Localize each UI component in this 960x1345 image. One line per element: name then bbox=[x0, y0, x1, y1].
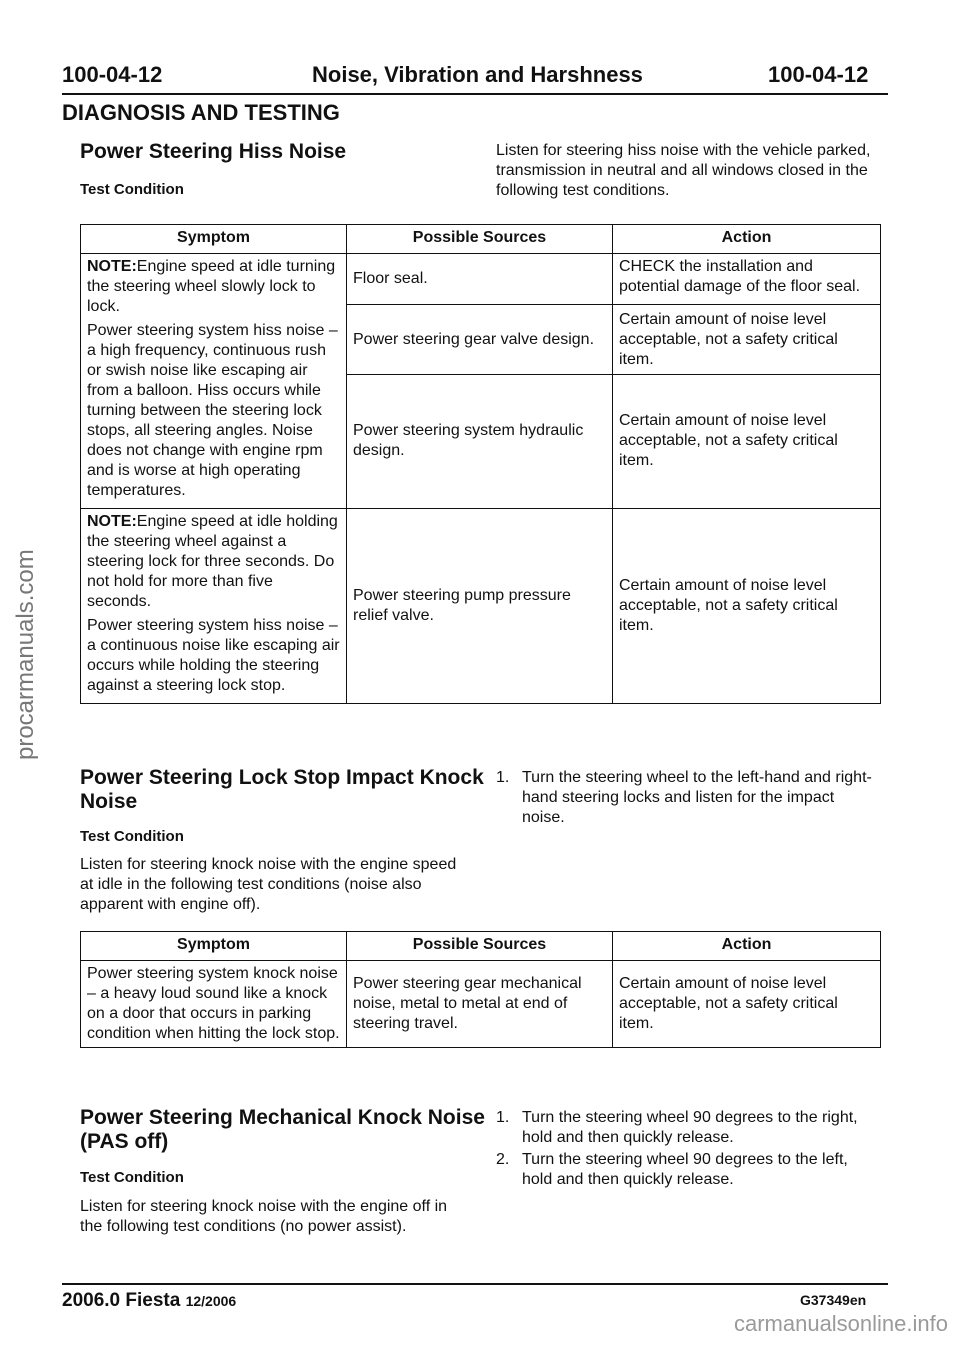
col-possible-sources: Possible Sources bbox=[347, 932, 613, 961]
symptom-text: Power steering system hiss noise – a high frequency, continuous rush or swish noise like escaping air from a balloon. Hiss occurs while turning between the steering lock stops, all steering angles. Noise does not change with engine rpm and is worse at high operating temperatures. bbox=[87, 322, 338, 499]
action-cell: Certain amount of noise level acceptable, not a safety critical item. bbox=[613, 305, 881, 375]
page-title: Noise, Vibration and Harshness bbox=[312, 62, 643, 87]
mechanical-title bbox=[80, 1106, 485, 1154]
action-cell: Certain amount of noise level acceptable, not a safety critical item. bbox=[613, 961, 881, 1048]
mechanical-intro: Listen for steering knock noise with the engine off in the following test conditions (no power assist). bbox=[80, 1198, 448, 1235]
table-header-row bbox=[81, 932, 881, 961]
symptom-cell: Power steering system knock noise – a heavy loud sound like a knock on a door that occurs in parking condition when hitting the lock stop. bbox=[81, 961, 347, 1048]
mechanical-title-line2: (PAS off) bbox=[80, 1130, 169, 1153]
note-text: Engine speed at idle holding the steering wheel against a steering lock for three seconds. Do not hold for more than five seconds. bbox=[87, 513, 338, 610]
col-action: Action bbox=[613, 225, 881, 254]
table-row bbox=[81, 509, 881, 704]
side-watermark bbox=[0, 0, 40, 1345]
page-code-left: 100-04-12 bbox=[62, 62, 163, 87]
step-number: 1. bbox=[496, 1109, 510, 1126]
source-cell: Power steering system hydraulic design. bbox=[347, 374, 613, 508]
footer-model bbox=[62, 1290, 236, 1312]
mechanical-steps bbox=[496, 1108, 876, 1192]
hiss-test-condition: Test Condition bbox=[80, 181, 184, 198]
step-number: 2. bbox=[496, 1151, 510, 1168]
symptom-cell bbox=[81, 254, 347, 509]
mechanical-title-line1: Power Steering Mechanical Knock Noise bbox=[80, 1106, 485, 1129]
header-rule bbox=[62, 93, 888, 95]
step-text: Turn the steering wheel to the left-hand and right-hand steering locks and listen for the impact noise. bbox=[522, 769, 872, 826]
table-row bbox=[81, 254, 881, 305]
lock-stop-title bbox=[80, 766, 484, 814]
lock-stop-intro: Listen for steering knock noise with the engine speed at idle in the following test conditions (noise also apparent with engine off). bbox=[80, 856, 457, 913]
list-item bbox=[496, 1108, 876, 1148]
col-symptom: Symptom bbox=[81, 225, 347, 254]
table-header-row bbox=[81, 225, 881, 254]
footer-rule bbox=[62, 1283, 888, 1285]
action-cell: CHECK the installation and potential damage of the floor seal. bbox=[613, 254, 881, 305]
footer-watermark: carmanualsonline.info bbox=[733, 1311, 948, 1336]
col-symptom: Symptom bbox=[81, 932, 347, 961]
lock-stop-test-condition: Test Condition bbox=[80, 828, 184, 845]
hiss-title: Power Steering Hiss Noise bbox=[80, 140, 347, 163]
source-cell: Power steering gear valve design. bbox=[347, 305, 613, 375]
step-text: Turn the steering wheel 90 degrees to the left, hold and then quickly release. bbox=[522, 1151, 848, 1188]
list-item bbox=[496, 768, 876, 828]
hiss-table bbox=[80, 224, 881, 704]
note bbox=[87, 257, 340, 317]
side-watermark-text: procarmanuals.com bbox=[12, 549, 39, 760]
source-cell: Floor seal. bbox=[347, 254, 613, 305]
mechanical-test-condition: Test Condition bbox=[80, 1169, 184, 1186]
page-code-right: 100-04-12 bbox=[768, 62, 869, 87]
lock-stop-steps bbox=[496, 768, 876, 830]
note-label: NOTE: bbox=[87, 513, 137, 530]
col-possible-sources: Possible Sources bbox=[347, 225, 613, 254]
note-text: Engine speed at idle turning the steering wheel slowly lock to lock. bbox=[87, 258, 336, 315]
table-row bbox=[81, 961, 881, 1048]
symptom-text: Power steering system hiss noise – a continuous noise like escaping air occurs while holding the steering against a steering lock stop. bbox=[87, 617, 340, 694]
note-label: NOTE: bbox=[87, 258, 137, 275]
lock-stop-title-line1: Power Steering Lock Stop Impact Knock bbox=[80, 766, 484, 789]
footer-model-text: 2006.0 Fiesta bbox=[62, 1290, 181, 1311]
symptom-cell bbox=[81, 509, 347, 704]
action-cell: Certain amount of noise level acceptable, not a safety critical item. bbox=[613, 374, 881, 508]
step-text: Turn the steering wheel 90 degrees to the right, hold and then quickly release. bbox=[522, 1109, 858, 1146]
note bbox=[87, 512, 340, 612]
hiss-intro: Listen for steering hiss noise with the vehicle parked, transmission in neutral and all windows closed in the following test conditions. bbox=[496, 142, 871, 199]
action-cell: Certain amount of noise level acceptable, not a safety critical item. bbox=[613, 509, 881, 704]
list-item bbox=[496, 1150, 876, 1190]
source-cell: Power steering pump pressure relief valve. bbox=[347, 509, 613, 704]
lock-stop-title-line2: Noise bbox=[80, 790, 138, 813]
col-action: Action bbox=[613, 932, 881, 961]
step-number: 1. bbox=[496, 769, 510, 786]
section-heading: DIAGNOSIS AND TESTING bbox=[62, 100, 340, 125]
footer-code: G37349en bbox=[800, 1292, 867, 1308]
lock-stop-table bbox=[80, 931, 881, 1048]
footer-date: 12/2006 bbox=[185, 1293, 237, 1309]
source-cell: Power steering gear mechanical noise, metal to metal at end of steering travel. bbox=[347, 961, 613, 1048]
